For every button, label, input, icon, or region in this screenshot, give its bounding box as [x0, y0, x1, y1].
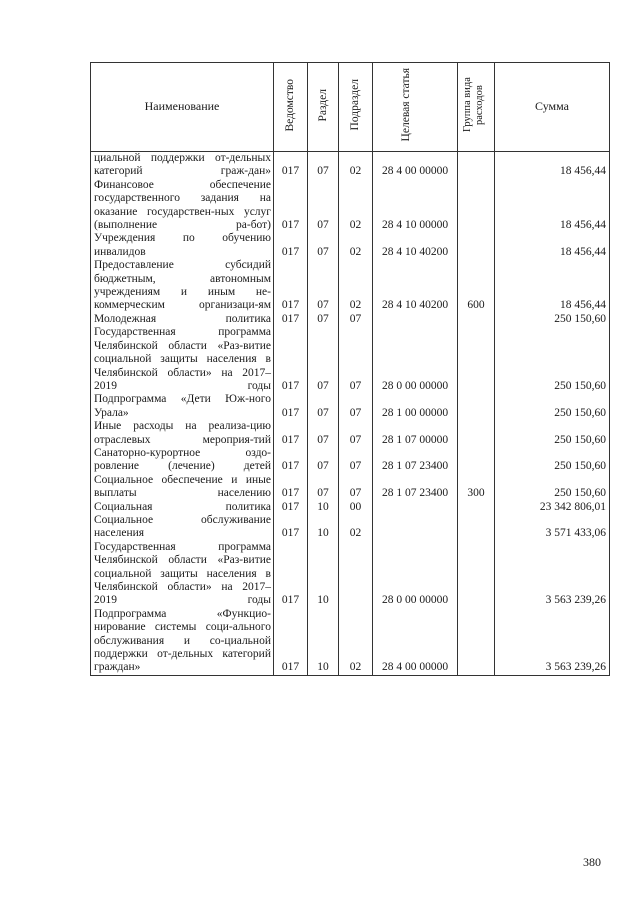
cell-vedomstvo: 017 [274, 259, 308, 313]
cell-summa: 3 563 239,26 [495, 608, 610, 676]
cell-vedomstvo: 017 [274, 179, 308, 233]
cell-vedomstvo: 017 [274, 474, 308, 501]
budget-table [90, 62, 610, 676]
cell-gruppa [458, 447, 495, 474]
cell-gruppa: 300 [458, 474, 495, 501]
header-podrazdel: Подраздел [339, 63, 373, 152]
cell-summa: 18 456,44 [495, 232, 610, 259]
cell-gruppa [458, 514, 495, 541]
table-row [91, 393, 610, 420]
table-row [91, 420, 610, 447]
cell-podrazdel: 00 [339, 501, 373, 514]
cell-vedomstvo: 017 [274, 232, 308, 259]
cell-razdel: 07 [308, 420, 339, 447]
cell-gruppa [458, 541, 495, 608]
cell-statya: 28 4 10 40200 [373, 259, 458, 313]
cell-name: Социальная политика [91, 501, 274, 514]
cell-summa: 23 342 806,01 [495, 501, 610, 514]
cell-summa: 18 456,44 [495, 179, 610, 233]
cell-podrazdel: 02 [339, 232, 373, 259]
cell-razdel: 07 [308, 259, 339, 313]
cell-summa: 250 150,60 [495, 447, 610, 474]
cell-statya: 28 4 10 00000 [373, 179, 458, 233]
table-row [91, 447, 610, 474]
cell-vedomstvo: 017 [274, 447, 308, 474]
cell-razdel: 07 [308, 474, 339, 501]
cell-podrazdel: 07 [339, 447, 373, 474]
cell-gruppa [458, 179, 495, 233]
cell-statya: 28 1 07 00000 [373, 420, 458, 447]
cell-name: Молодежная политика [91, 313, 274, 326]
cell-podrazdel: 02 [339, 608, 373, 676]
cell-summa: 250 150,60 [495, 420, 610, 447]
cell-gruppa [458, 501, 495, 514]
cell-name: Государственная программа Челябинской области «Раз-витие социальной защиты населения в Челябинской области» на 2017–2019 годы [91, 541, 274, 608]
cell-podrazdel: 07 [339, 313, 373, 326]
header-vedomstvo: Ведомство [274, 63, 308, 152]
cell-gruppa [458, 313, 495, 326]
page-number: 380 [583, 855, 601, 869]
cell-razdel: 10 [308, 608, 339, 676]
cell-name: Предоставление субсидий бюджетным, автономным учреждениям и иным не-коммерческим организаци-ям [91, 259, 274, 313]
cell-statya: 28 0 00 00000 [373, 541, 458, 608]
cell-podrazdel: 02 [339, 514, 373, 541]
cell-razdel: 07 [308, 179, 339, 233]
cell-name: Государственная программа Челябинской области «Раз-витие социальной защиты населения в Челябинской области» на 2017–2019 годы [91, 326, 274, 393]
cell-gruppa: 600 [458, 259, 495, 313]
cell-vedomstvo: 017 [274, 541, 308, 608]
cell-vedomstvo: 017 [274, 326, 308, 393]
cell-podrazdel: 07 [339, 420, 373, 447]
cell-vedomstvo: 017 [274, 420, 308, 447]
cell-podrazdel: 02 [339, 152, 373, 179]
table-row [91, 152, 610, 179]
cell-gruppa [458, 608, 495, 676]
table-row [91, 179, 610, 233]
table-row [91, 514, 610, 541]
cell-statya: 28 4 10 40200 [373, 232, 458, 259]
cell-name: Санаторно-курортное оздо-ровление (лечение) детей [91, 447, 274, 474]
cell-statya: 28 1 07 23400 [373, 447, 458, 474]
cell-razdel: 10 [308, 501, 339, 514]
cell-razdel: 07 [308, 313, 339, 326]
cell-razdel: 10 [308, 514, 339, 541]
cell-summa: 250 150,60 [495, 326, 610, 393]
cell-name: Социальное обеспечение и иные выплаты населению [91, 474, 274, 501]
table-row [91, 259, 610, 313]
cell-name: Финансовое обеспечение государственного задания на оказание государствен-ных услуг (выполнение ра-бот) [91, 179, 274, 233]
table-row [91, 501, 610, 514]
cell-gruppa [458, 152, 495, 179]
cell-summa: 3 563 239,26 [495, 541, 610, 608]
table-row [91, 326, 610, 393]
cell-gruppa [458, 393, 495, 420]
cell-name: Подпрограмма «Дети Юж-ного Урала» [91, 393, 274, 420]
header-name: Наименование [91, 63, 274, 152]
cell-podrazdel [339, 541, 373, 608]
cell-summa: 250 150,60 [495, 313, 610, 326]
cell-summa: 18 456,44 [495, 259, 610, 313]
cell-name: Учреждения по обучению инвалидов [91, 232, 274, 259]
cell-razdel: 07 [308, 232, 339, 259]
cell-vedomstvo: 017 [274, 501, 308, 514]
cell-statya: 28 4 00 00000 [373, 152, 458, 179]
header-gruppa: Группа вида расходов [458, 63, 495, 152]
table-body [91, 152, 610, 676]
cell-gruppa [458, 232, 495, 259]
cell-statya [373, 313, 458, 326]
header-razdel: Раздел [308, 63, 339, 152]
cell-summa: 250 150,60 [495, 393, 610, 420]
cell-podrazdel: 02 [339, 259, 373, 313]
cell-name: Иные расходы на реализа-цию отраслевых мероприя-тий [91, 420, 274, 447]
cell-podrazdel: 07 [339, 326, 373, 393]
cell-razdel: 07 [308, 326, 339, 393]
cell-name: Подпрограмма «Функцио-нирование системы соци-ального обслуживания и со-циальной поддержки от-дельных категорий граждан» [91, 608, 274, 676]
table-row [91, 232, 610, 259]
cell-podrazdel: 02 [339, 179, 373, 233]
cell-statya [373, 514, 458, 541]
cell-gruppa [458, 420, 495, 447]
cell-podrazdel: 07 [339, 393, 373, 420]
cell-podrazdel: 07 [339, 474, 373, 501]
cell-vedomstvo: 017 [274, 608, 308, 676]
cell-summa: 3 571 433,06 [495, 514, 610, 541]
cell-razdel: 10 [308, 541, 339, 608]
table-row [91, 313, 610, 326]
cell-vedomstvo: 017 [274, 152, 308, 179]
table-row [91, 474, 610, 501]
table-header-row [91, 63, 610, 152]
header-summa: Сумма [495, 63, 610, 152]
table-row [91, 541, 610, 608]
cell-razdel: 07 [308, 393, 339, 420]
cell-statya: 28 1 00 00000 [373, 393, 458, 420]
cell-name: Социальное обслуживание населения [91, 514, 274, 541]
cell-razdel: 07 [308, 152, 339, 179]
cell-name: циальной поддержки от-дельных категорий граж-дан» [91, 152, 274, 179]
cell-vedomstvo: 017 [274, 514, 308, 541]
cell-vedomstvo: 017 [274, 313, 308, 326]
table-row [91, 608, 610, 676]
cell-statya: 28 0 00 00000 [373, 326, 458, 393]
cell-vedomstvo: 017 [274, 393, 308, 420]
cell-razdel: 07 [308, 447, 339, 474]
cell-statya: 28 1 07 23400 [373, 474, 458, 501]
cell-gruppa [458, 326, 495, 393]
cell-statya [373, 501, 458, 514]
cell-statya: 28 4 00 00000 [373, 608, 458, 676]
cell-summa: 18 456,44 [495, 152, 610, 179]
cell-summa: 250 150,60 [495, 474, 610, 501]
header-statya: Целевая статья [373, 63, 458, 152]
